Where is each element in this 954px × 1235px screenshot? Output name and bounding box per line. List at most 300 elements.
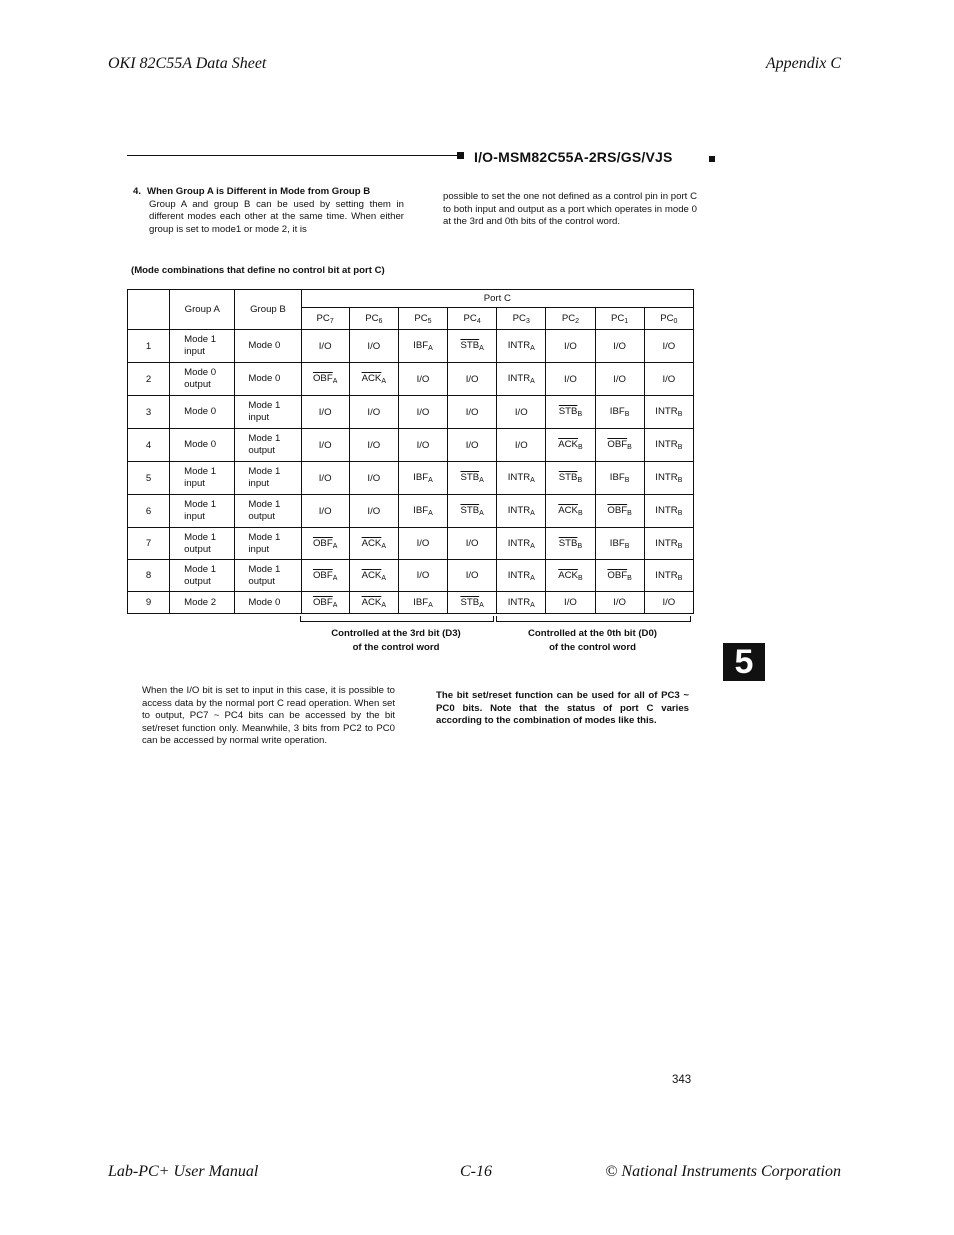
signal-name: IBF xyxy=(609,537,625,549)
group-b-mode-line2: output xyxy=(248,511,276,522)
port-c-cell xyxy=(644,592,693,614)
signal-group: B xyxy=(677,444,683,451)
section-title: I/O-MSM82C55A-2RS/GS/VJS xyxy=(474,149,673,165)
signal-group: B xyxy=(624,411,630,418)
brace-note-d0-line2: of the control word xyxy=(549,642,636,653)
group-b-mode-line2: input xyxy=(248,543,270,555)
port-c-cell xyxy=(595,592,644,614)
port-c-cell xyxy=(546,363,595,396)
header-group-a: Group A xyxy=(170,290,235,330)
pc-bit: 7 xyxy=(329,317,334,325)
header-title: OKI 82C55A Data Sheet xyxy=(108,55,267,72)
port-c-cell xyxy=(595,363,644,396)
signal-name: INTR xyxy=(655,472,678,483)
group-b-mode xyxy=(235,528,301,560)
signal-group: A xyxy=(479,477,484,484)
signal-name: IBF xyxy=(413,340,429,351)
signal-group: A xyxy=(479,601,484,609)
signal-name: I/O xyxy=(367,340,381,352)
signal-group: B xyxy=(624,542,630,550)
pc-bit: 2 xyxy=(575,317,580,325)
item4-right-text: possible to set the one not defined as a control pin in port C to both input and output as a port which operates in mode 0 at the 3rd and 0th bits of the control word. xyxy=(443,191,697,228)
port-c-cell xyxy=(497,560,546,592)
signal-name: I/O xyxy=(465,406,479,418)
signal-name: I/O xyxy=(613,340,626,352)
header-pc3 xyxy=(497,308,546,330)
signal-name: I/O xyxy=(465,570,479,581)
signal-group: A xyxy=(479,345,484,352)
port-c-cell xyxy=(301,363,349,396)
title-bullet-left xyxy=(457,152,464,159)
pc-label: PC xyxy=(463,312,477,324)
item-number: 4. xyxy=(133,186,142,197)
signal-group: A xyxy=(479,510,484,517)
group-a-mode-line1: Mode 2 xyxy=(184,596,217,608)
port-c-cell xyxy=(644,429,693,462)
pc-label: PC xyxy=(414,312,428,324)
group-a-mode-line1: Mode 1 xyxy=(184,563,217,575)
row-number: 7 xyxy=(128,528,170,560)
signal-group: B xyxy=(677,542,683,550)
signal-group: A xyxy=(530,477,535,484)
signal-name: I/O xyxy=(465,439,479,451)
footer-copyright: © National Instruments Corporation xyxy=(605,1163,841,1180)
group-a-mode xyxy=(170,560,235,592)
group-a-mode-line1: Mode 0 xyxy=(184,406,217,417)
group-a-mode-line2: output xyxy=(184,379,211,390)
pc-bit: 4 xyxy=(476,317,481,325)
row-number: 3 xyxy=(128,396,170,429)
group-a-mode-line1: Mode 0 xyxy=(184,439,217,450)
port-c-cell xyxy=(349,330,398,363)
port-c-cell xyxy=(497,363,546,396)
port-c-cell xyxy=(546,462,595,495)
group-a-mode-line2: output xyxy=(184,575,211,587)
row-number: 8 xyxy=(128,560,170,592)
row-number: 4 xyxy=(128,429,170,462)
group-a-mode xyxy=(170,363,235,396)
group-a-mode xyxy=(170,495,235,528)
header-port-c: Port C xyxy=(301,290,693,308)
group-a-mode xyxy=(170,330,235,363)
signal-name: I/O xyxy=(564,340,577,352)
signal-name: IBF xyxy=(413,596,429,608)
brace-note-d3-line1: Controlled at the 3rd bit (D3) xyxy=(331,628,461,639)
group-b-mode-line2: input xyxy=(248,412,270,423)
group-b-mode xyxy=(235,560,301,592)
port-c-cell xyxy=(595,429,644,462)
signal-name: INTR xyxy=(655,569,678,581)
signal-group: A xyxy=(530,345,535,352)
port-c-cell xyxy=(546,330,595,363)
port-c-cell xyxy=(546,396,595,429)
group-a-mode xyxy=(170,429,235,462)
signal-name: I/O xyxy=(514,439,528,451)
signal-group: A xyxy=(428,477,433,484)
pc-label: PC xyxy=(365,312,379,324)
group-a-mode-line1: Mode 1 xyxy=(184,466,217,477)
brace-lower-bits xyxy=(496,616,691,622)
group-b-mode xyxy=(235,429,301,462)
signal-name: INTR xyxy=(507,569,531,581)
brace-upper-bits xyxy=(300,616,494,622)
group-b-mode-line2: input xyxy=(248,478,270,489)
brace-note-d3 xyxy=(300,627,492,655)
signal-group: A xyxy=(428,345,433,352)
table-row xyxy=(128,528,694,560)
group-b-mode-line1: Mode 1 xyxy=(248,563,281,575)
port-c-cell xyxy=(349,592,398,614)
signal-group: A xyxy=(332,601,338,609)
header-row-number xyxy=(128,290,170,330)
page-number: 343 xyxy=(672,1074,692,1086)
port-c-cell xyxy=(398,396,447,429)
item-left-text: Group A and group B can be used by setting them in different modes each other at the same time. When either group is set to mode1 or mode 2, it is xyxy=(149,198,404,235)
port-c-cell xyxy=(301,429,349,462)
signal-name: I/O xyxy=(367,472,381,484)
port-c-cell xyxy=(644,560,693,592)
signal-group: A xyxy=(381,542,387,550)
section-tab: 5 xyxy=(723,643,765,681)
port-c-cell xyxy=(448,495,497,528)
signal-name: I/O xyxy=(416,538,430,549)
group-b-mode-line2: output xyxy=(248,445,276,456)
port-c-cell xyxy=(398,560,447,592)
signal-group: A xyxy=(381,601,387,609)
table-row xyxy=(128,429,694,462)
table-row xyxy=(128,560,694,592)
table-caption: (Mode combinations that define no control bit at port C) xyxy=(131,265,385,276)
signal-group: B xyxy=(627,444,632,451)
signal-group: B xyxy=(577,477,583,484)
signal-name: $\overline{OBF}$ xyxy=(312,537,333,549)
signal-name: I/O xyxy=(318,439,332,451)
signal-name: $\overline{STB}$ xyxy=(558,472,578,483)
port-c-cell xyxy=(349,528,398,560)
signal-name: I/O xyxy=(318,472,332,484)
port-c-cell xyxy=(644,330,693,363)
signal-name: INTR xyxy=(507,537,531,549)
signal-name: INTR xyxy=(507,596,531,608)
signal-name: I/O xyxy=(662,373,676,385)
group-a-mode-line1: Mode 1 xyxy=(184,334,217,345)
port-c-cell xyxy=(595,462,644,495)
signal-name: I/O xyxy=(367,406,381,418)
signal-group: A xyxy=(530,542,535,550)
signal-name: I/O xyxy=(465,373,479,385)
group-b-mode xyxy=(235,462,301,495)
port-c-cell xyxy=(497,462,546,495)
title-rule xyxy=(127,155,457,156)
signal-group: B xyxy=(677,510,683,517)
signal-name: $\overline{ACK}$ xyxy=(361,569,382,581)
signal-name: $\overline{ACK}$ xyxy=(361,373,382,384)
signal-group: B xyxy=(577,510,583,517)
signal-group: B xyxy=(627,510,632,517)
group-b-mode-line1: Mode 1 xyxy=(248,499,281,510)
header-pc0 xyxy=(644,308,693,330)
header-pc1 xyxy=(595,308,644,330)
port-c-cell xyxy=(546,495,595,528)
port-c-cell xyxy=(349,396,398,429)
signal-name: I/O xyxy=(564,597,577,608)
signal-group: A xyxy=(530,378,535,385)
signal-group: A xyxy=(381,378,387,385)
row-number: 5 xyxy=(128,462,170,495)
port-c-cell xyxy=(448,560,497,592)
port-c-cell xyxy=(398,495,447,528)
table-row xyxy=(128,363,694,396)
port-c-cell xyxy=(595,560,644,592)
group-a-mode xyxy=(170,396,235,429)
port-c-cell xyxy=(398,528,447,560)
group-b-mode xyxy=(235,592,301,614)
group-b-mode-line1: Mode 0 xyxy=(248,340,281,351)
port-c-cell xyxy=(448,396,497,429)
group-a-mode-line1: Mode 0 xyxy=(184,367,217,378)
signal-name: $\overline{OBF}$ xyxy=(607,505,628,516)
port-c-cell xyxy=(595,495,644,528)
header-pc5 xyxy=(398,308,447,330)
signal-name: I/O xyxy=(662,597,676,608)
signal-name: INTR xyxy=(655,537,678,549)
signal-name: INTR xyxy=(507,505,531,516)
port-c-cell xyxy=(301,560,349,592)
port-c-cell xyxy=(595,330,644,363)
port-c-cell xyxy=(644,495,693,528)
header-pc6 xyxy=(349,308,398,330)
brace-note-d0 xyxy=(496,627,689,655)
signal-name: $\overline{ACK}$ xyxy=(558,439,578,450)
group-a-mode-line2: input xyxy=(184,346,205,357)
group-a-mode-line2: output xyxy=(184,543,211,555)
port-c-cell xyxy=(398,592,447,614)
port-c-cell xyxy=(497,330,546,363)
signal-group: B xyxy=(577,542,583,550)
port-c-cell xyxy=(349,429,398,462)
port-c-cell xyxy=(398,462,447,495)
signal-name: I/O xyxy=(465,538,479,549)
signal-group: A xyxy=(428,601,433,609)
port-c-cell xyxy=(301,528,349,560)
port-c-cell xyxy=(349,363,398,396)
table-row xyxy=(128,330,694,363)
note-left-text: When the I/O bit is set to input in this case, it is possible to access data by the normal port C read operation. When set to output, PC7 ~ PC4 bits can be accessed by the bit set/reset function only. Meanwhile, 3 bits from PC2 to PC0 can be accessed by normal write operation. xyxy=(142,685,395,747)
row-number: 2 xyxy=(128,363,170,396)
signal-name: I/O xyxy=(416,439,430,451)
signal-group: A xyxy=(530,510,535,517)
footer-manual-title: Lab-PC+ User Manual xyxy=(108,1163,259,1180)
port-c-cell xyxy=(448,462,497,495)
group-b-mode-line1: Mode 0 xyxy=(248,373,281,384)
group-a-mode xyxy=(170,592,235,614)
signal-name: $\overline{OBF}$ xyxy=(607,439,628,450)
pc-label: PC xyxy=(610,312,625,324)
signal-name: $\overline{OBF}$ xyxy=(312,373,333,384)
port-c-cell xyxy=(546,528,595,560)
signal-group: B xyxy=(577,574,583,582)
signal-group: B xyxy=(627,574,632,582)
note-right-text: The bit set/reset function can be used for all of PC3 ~ PC0 bits. Note that the status of port C varies according to the combination of modes like this. xyxy=(436,690,689,727)
pc-bit: 1 xyxy=(624,317,629,325)
port-c-cell xyxy=(448,363,497,396)
signal-name: $\overline{STB}$ xyxy=(460,596,480,608)
signal-name: $\overline{STB}$ xyxy=(460,505,480,516)
group-a-mode-line1: Mode 1 xyxy=(184,531,217,543)
signal-name: $\overline{OBF}$ xyxy=(607,569,628,581)
port-c-cell xyxy=(546,560,595,592)
table-row xyxy=(128,592,694,614)
item4-left-column xyxy=(133,186,404,236)
signal-name: INTR xyxy=(655,439,678,450)
signal-name: $\overline{ACK}$ xyxy=(558,569,578,581)
group-a-mode-line2: input xyxy=(184,511,205,522)
brace-note-d3-line2: of the control word xyxy=(352,642,440,653)
signal-name: I/O xyxy=(416,373,430,385)
group-b-mode xyxy=(235,396,301,429)
signal-name: $\overline{ACK}$ xyxy=(361,596,382,608)
port-c-cell xyxy=(349,495,398,528)
mode-combination-table xyxy=(127,289,694,614)
signal-name: I/O xyxy=(367,439,381,451)
port-c-cell xyxy=(448,330,497,363)
port-c-cell xyxy=(448,528,497,560)
footer-page-id: C-16 xyxy=(460,1163,492,1180)
row-number: 1 xyxy=(128,330,170,363)
pc-bit: 5 xyxy=(427,317,432,325)
port-c-cell xyxy=(398,363,447,396)
group-b-mode-line1: Mode 1 xyxy=(248,400,281,411)
signal-name: I/O xyxy=(514,406,528,418)
title-bullet-right xyxy=(709,156,715,162)
group-a-mode-line2: input xyxy=(184,478,205,489)
group-b-mode xyxy=(235,495,301,528)
signal-name: $\overline{OBF}$ xyxy=(312,596,333,608)
port-c-cell xyxy=(398,330,447,363)
signal-group: A xyxy=(428,510,433,517)
signal-name: $\overline{STB}$ xyxy=(558,406,578,417)
signal-name: $\overline{ACK}$ xyxy=(558,505,578,516)
port-c-cell xyxy=(546,592,595,614)
signal-group: A xyxy=(530,574,535,582)
port-c-cell xyxy=(497,429,546,462)
signal-group: B xyxy=(577,411,583,418)
group-b-mode-line1: Mode 1 xyxy=(248,531,281,543)
signal-name: $\overline{STB}$ xyxy=(460,472,480,483)
group-b-mode-line2: output xyxy=(248,575,276,587)
table-row xyxy=(128,396,694,429)
header-appendix: Appendix C xyxy=(765,55,841,72)
item-heading: When Group A is Different in Mode from Group B xyxy=(147,186,371,197)
signal-name: $\overline{STB}$ xyxy=(558,537,578,549)
port-c-cell xyxy=(301,396,349,429)
signal-name: IBF xyxy=(609,406,625,417)
signal-name: INTR xyxy=(655,406,678,417)
pc-label: PC xyxy=(561,312,576,324)
port-c-cell xyxy=(644,462,693,495)
signal-name: I/O xyxy=(416,406,430,418)
signal-group: B xyxy=(677,477,683,484)
signal-name: $\overline{OBF}$ xyxy=(312,569,333,581)
row-number: 9 xyxy=(128,592,170,614)
group-b-mode xyxy=(235,330,301,363)
port-c-cell xyxy=(644,363,693,396)
port-c-cell xyxy=(595,528,644,560)
port-c-cell xyxy=(301,592,349,614)
signal-name: I/O xyxy=(318,340,332,352)
signal-name: I/O xyxy=(564,373,577,385)
brace-note-d0-line1: Controlled at the 0th bit (D0) xyxy=(528,628,657,639)
table-row xyxy=(128,462,694,495)
signal-group: A xyxy=(530,601,535,609)
signal-group: B xyxy=(677,411,683,418)
port-c-cell xyxy=(644,396,693,429)
port-c-cell xyxy=(301,330,349,363)
signal-name: I/O xyxy=(367,505,381,517)
port-c-cell xyxy=(349,560,398,592)
signal-name: $\overline{STB}$ xyxy=(460,340,480,351)
port-c-cell xyxy=(546,429,595,462)
pc-bit: 3 xyxy=(525,317,530,325)
signal-name: IBF xyxy=(413,472,429,483)
header-pc2 xyxy=(546,308,595,330)
port-c-cell xyxy=(644,528,693,560)
row-number: 6 xyxy=(128,495,170,528)
signal-group: A xyxy=(381,574,387,582)
signal-name: INTR xyxy=(655,505,678,516)
port-c-cell xyxy=(497,592,546,614)
port-c-cell xyxy=(301,495,349,528)
signal-name: I/O xyxy=(662,340,676,352)
signal-name: I/O xyxy=(613,597,626,608)
header-group-b: Group B xyxy=(235,290,301,330)
signal-name: INTR xyxy=(507,340,531,351)
port-c-cell xyxy=(595,396,644,429)
port-c-cell xyxy=(349,462,398,495)
table-row xyxy=(128,495,694,528)
pc-bit: 6 xyxy=(378,317,383,325)
header-pc4 xyxy=(448,308,497,330)
signal-name: $\overline{ACK}$ xyxy=(361,537,382,549)
signal-group: B xyxy=(677,574,683,582)
signal-name: IBF xyxy=(609,472,625,483)
signal-group: B xyxy=(577,444,583,451)
signal-name: I/O xyxy=(318,406,332,418)
port-c-cell xyxy=(497,495,546,528)
port-c-cell xyxy=(398,429,447,462)
pc-label: PC xyxy=(316,312,330,324)
signal-group: B xyxy=(624,477,630,484)
port-c-cell xyxy=(448,429,497,462)
signal-name: I/O xyxy=(416,570,430,581)
signal-name: I/O xyxy=(613,373,626,385)
group-b-mode-line1: Mode 0 xyxy=(248,596,281,608)
signal-name: INTR xyxy=(507,472,531,483)
group-a-mode xyxy=(170,528,235,560)
group-a-mode xyxy=(170,462,235,495)
signal-group: A xyxy=(332,542,338,550)
group-b-mode-line1: Mode 1 xyxy=(248,433,281,444)
pc-label: PC xyxy=(512,312,526,324)
port-c-cell xyxy=(497,396,546,429)
pc-label: PC xyxy=(660,312,674,324)
port-c-cell xyxy=(301,462,349,495)
group-a-mode-line1: Mode 1 xyxy=(184,499,217,510)
port-c-cell xyxy=(497,528,546,560)
port-c-cell xyxy=(448,592,497,614)
header-pc7 xyxy=(301,308,349,330)
signal-name: I/O xyxy=(318,505,332,517)
